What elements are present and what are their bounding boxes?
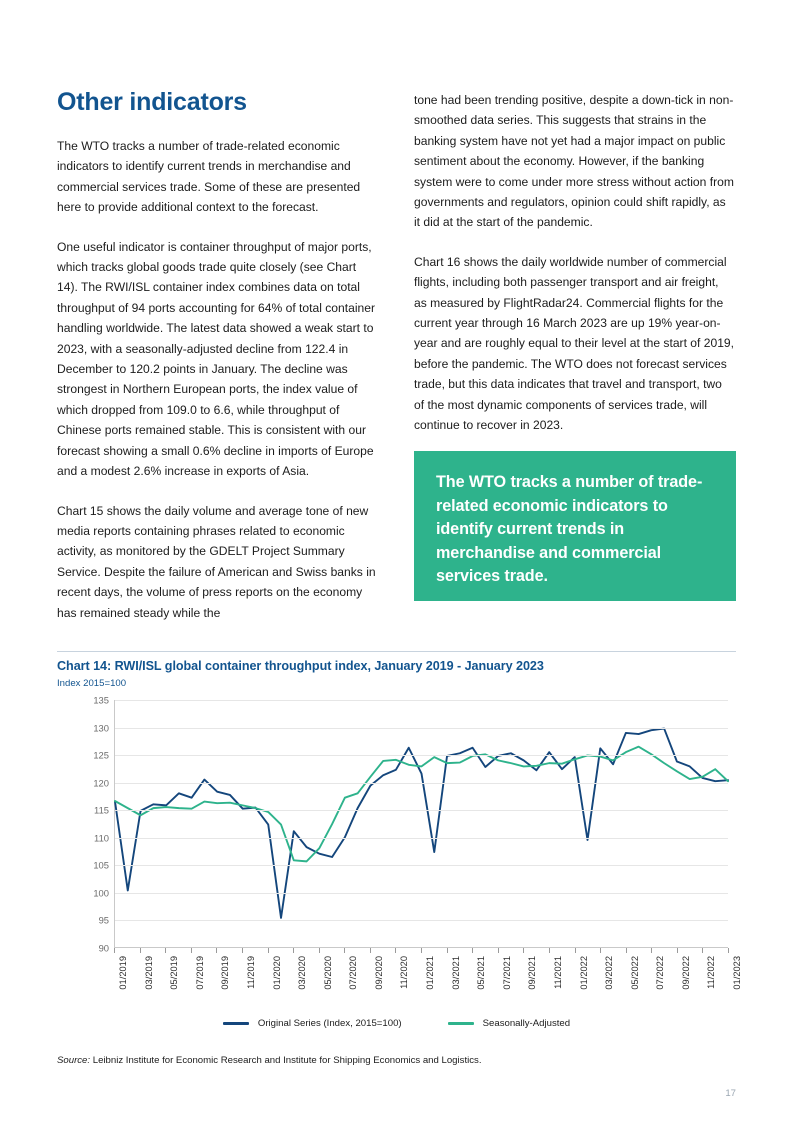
x-axis-tick <box>702 948 703 953</box>
x-axis-tick-label: 07/2021 <box>501 956 512 990</box>
x-axis-tick <box>140 948 141 953</box>
x-axis-tick-label: 09/2020 <box>373 956 384 990</box>
x-axis-tick <box>728 948 729 953</box>
x-axis-tick-label: 01/2022 <box>578 956 589 990</box>
x-axis-labels <box>114 956 742 1016</box>
x-axis-tick-label: 07/2019 <box>194 956 205 990</box>
left-text-column <box>57 136 377 623</box>
x-axis-tick-label: 01/2020 <box>271 956 282 990</box>
x-axis-tick-label: 07/2020 <box>348 956 359 990</box>
x-axis-tick <box>447 948 448 953</box>
x-axis-tick-label: 03/2019 <box>143 956 154 990</box>
x-axis-tick-label: 07/2022 <box>655 956 666 990</box>
chart-divider <box>57 651 736 652</box>
y-axis-tick-label: 95 <box>98 914 109 926</box>
gridline <box>115 838 728 839</box>
legend-item-seasonally-adjusted <box>448 1018 570 1029</box>
source-text: Leibniz Institute for Economic Research and Institute for Shipping Economics and Logistics. <box>90 1055 482 1066</box>
y-axis-tick-label: 100 <box>93 887 109 899</box>
x-axis-tick-label: 05/2022 <box>629 956 640 990</box>
x-axis-tick-label: 09/2022 <box>680 956 691 990</box>
pull-quote-box <box>414 451 736 601</box>
gridline <box>115 728 728 729</box>
x-axis-tick-label: 11/2021 <box>552 956 563 989</box>
x-axis-tick <box>651 948 652 953</box>
legend-swatch-icon <box>448 1022 474 1025</box>
gridline <box>115 893 728 894</box>
paragraph: One useful indicator is container throughput of major ports, which tracks global goods trade quite closely (see Chart 14). The RWI/ISL container index combines data on total throughput of 94 ports accounting for 64% of total container handling worldwide. The latest data showed a weak start to 2023, with a seasonally-adjusted decline from 122.4 in December to 120.2 points in January. The decline was strongest in Northern European ports, the index value of which dropped from 109.0 to 6.6, while throughput of Chinese ports remained stable. This is consistent with our forecast showing a small 0.6% decline in imports of Europe and a modest 2.6% increase in exports of Asia. <box>57 239 376 479</box>
x-axis-tick-label: 05/2020 <box>322 956 333 990</box>
x-axis-tick-label: 01/2021 <box>425 956 435 990</box>
gridline <box>115 700 728 701</box>
right-text-column <box>414 90 734 436</box>
x-axis-tick <box>344 948 345 953</box>
paragraph: The WTO tracks a number of trade-related economic indicators to identify current trends in merchandise and commercial services trade. Some of these are presented here to provide additional context to the forecast. <box>57 139 361 215</box>
chart-title: Chart 14: RWI/ISL global container throughput index, January 2019 - January 2023 <box>57 659 544 673</box>
page-number: 17 <box>725 1088 736 1099</box>
x-axis-tick-label: 11/2019 <box>245 956 256 989</box>
gridline <box>115 920 728 921</box>
paragraph: tone had been trending positive, despite a down-tick in non-smoothed data series. This suggests that strains in the banking system have not yet had a major impact on public sentiment about the economy. However, if the banking system were to come under more stress without action from governments and regulators, opinion could shift rapidly, as it did at the start of the pandemic. <box>414 93 734 230</box>
x-axis-tick <box>472 948 473 953</box>
gridline <box>115 810 728 811</box>
legend-label: Original Series (Index, 2015=100) <box>257 1018 402 1029</box>
y-axis-tick-label: 130 <box>93 722 109 734</box>
y-axis-labels <box>57 694 109 954</box>
x-axis-tick <box>498 948 499 953</box>
x-axis-tick <box>626 948 627 953</box>
x-axis-tick <box>293 948 294 953</box>
x-axis-tick <box>191 948 192 953</box>
x-axis-tick-label: 03/2021 <box>450 956 461 990</box>
pull-quote-text: The WTO tracks a number of trade-related economic indicators to identify current trends in merchandise and commercial services trade. <box>436 473 703 585</box>
x-axis-tick <box>395 948 396 953</box>
chart-14 <box>57 694 742 1030</box>
x-axis-tick <box>677 948 678 953</box>
y-axis-tick-label: 120 <box>93 777 109 789</box>
x-axis-tick-label: 03/2020 <box>297 956 308 990</box>
chart-legend <box>57 1018 736 1029</box>
x-axis-tick-label: 11/2020 <box>399 956 410 989</box>
gridline <box>115 783 728 784</box>
series-line-1 <box>115 747 728 862</box>
page-title: Other indicators <box>57 88 247 116</box>
x-axis-tick-label: 05/2021 <box>476 956 487 990</box>
x-axis-tick <box>549 948 550 953</box>
x-axis-tick <box>268 948 269 953</box>
y-axis-tick-label: 105 <box>93 859 109 871</box>
x-axis-tick <box>165 948 166 953</box>
plot-area <box>114 700 728 948</box>
chart-subtitle: Index 2015=100 <box>57 678 127 689</box>
x-axis-tick <box>319 948 320 953</box>
legend-label: Seasonally-Adjusted <box>482 1018 571 1029</box>
x-axis-ticks <box>114 948 728 954</box>
y-axis-tick-label: 115 <box>94 804 109 816</box>
x-axis-tick-label: 11/2022 <box>706 956 717 989</box>
line-chart-svg <box>115 700 728 947</box>
gridline <box>115 865 728 866</box>
y-axis-tick-label: 110 <box>94 832 109 844</box>
x-axis-tick-label: 03/2022 <box>604 956 615 990</box>
x-axis-tick <box>242 948 243 953</box>
source-note <box>57 1055 482 1066</box>
x-axis-tick <box>370 948 371 953</box>
y-axis-tick-label: 90 <box>98 942 109 954</box>
legend-item-original <box>223 1018 402 1029</box>
x-axis-tick <box>600 948 601 953</box>
x-axis-tick-label: 01/2019 <box>118 956 128 990</box>
x-axis-tick-label: 05/2019 <box>169 956 180 990</box>
x-axis-tick <box>523 948 524 953</box>
y-axis-tick-label: 125 <box>93 749 109 761</box>
x-axis-tick <box>216 948 217 953</box>
legend-swatch-icon <box>223 1022 249 1025</box>
x-axis-tick <box>114 948 115 953</box>
source-prefix: Source: <box>57 1055 91 1066</box>
paragraph: Chart 16 shows the daily worldwide number of commercial flights, including both passenger transport and air freight, as measured by FlightRadar24. Commercial flights for the current year through 16 March 2023 are up 19% year-on-year and are roughly equal to their level at the start of 2019, before the pandemic. The WTO does not forecast services trade, but this data indicates that travel and transport, two of the most dynamic components of services trade, will continue to recover in 2023. <box>414 254 735 433</box>
paragraph: Chart 15 shows the daily volume and average tone of new media reports containing phrases related to economic activity, as monitored by the GDELT Project Summary Service. Despite the failure of American and Swiss banks in recent days, the volume of press reports on the economy has remained steady while the <box>57 503 376 620</box>
x-axis-tick-label: 09/2021 <box>527 956 538 990</box>
series-line-0 <box>115 729 728 918</box>
gridline <box>115 755 728 756</box>
x-axis-tick-label: 01/2023 <box>732 956 742 990</box>
x-axis-tick <box>575 948 576 953</box>
x-axis-tick <box>421 948 422 953</box>
x-axis-tick-label: 09/2019 <box>220 956 231 990</box>
y-axis-tick-label: 135 <box>93 694 109 706</box>
